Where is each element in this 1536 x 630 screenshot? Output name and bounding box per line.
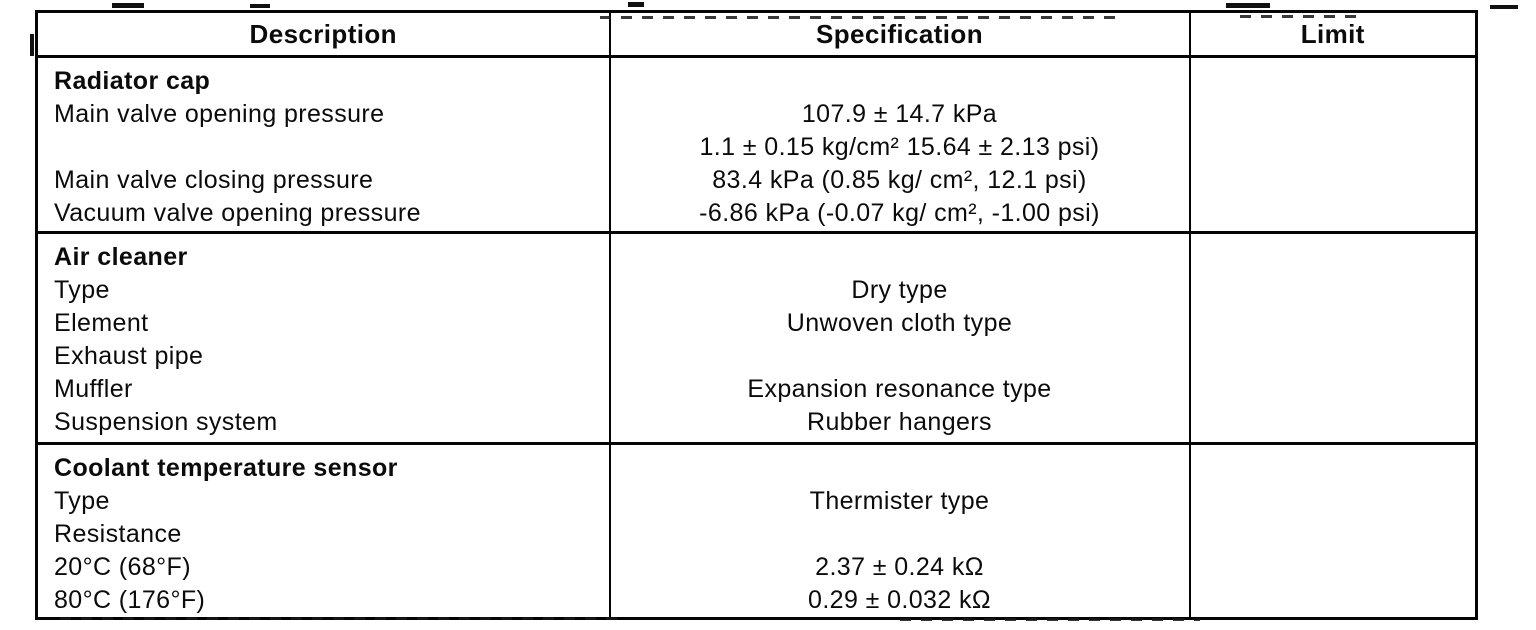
description-line: Suspension system [54,408,278,436]
specification-value [611,340,1189,373]
column-header-limit: Limit [1190,12,1477,57]
specification-value [611,65,1189,98]
specification-value: Rubber hangers [807,408,992,436]
description-line: Exhaust pipe [54,342,204,370]
specification-table [35,10,1478,620]
scan-artifact [600,16,1120,19]
limit-value [1191,241,1476,274]
specification-value: 107.9 ± 14.7 kPa [801,100,998,128]
description-line: Resistance [54,520,182,548]
section-row-air-cleaner [37,233,1477,444]
air-cleaner-description-cell [37,233,610,444]
air-cleaner-limit-cell [1190,233,1477,444]
coolant-temperature-sensor-description-cell [37,444,610,619]
limit-value [1191,98,1476,131]
limit-value [1191,584,1476,617]
description-line: Main valve opening pressure [54,100,385,128]
scan-artifact [900,618,1200,621]
scan-artifact [628,2,644,7]
description-line: Muffler [54,375,133,403]
limit-value [1191,164,1476,197]
limit-value [1191,551,1476,584]
description-line: Main valve closing pressure [54,166,374,194]
limit-value [1191,485,1476,518]
specification-value [611,452,1189,485]
limit-value [1191,373,1476,406]
scan-artifact [112,3,144,8]
description-line: Air cleaner [54,243,188,271]
specification-value: 0.29 ± 0.032 kΩ [808,586,991,614]
coolant-temperature-sensor-specification-cell [610,444,1190,619]
specification-value: Expansion resonance type [747,375,1052,403]
scan-artifact [1490,5,1518,9]
coolant-temperature-sensor-limit-cell [1190,444,1477,619]
description-line: Vacuum valve opening pressure [54,199,421,227]
description-line: Type [54,276,110,304]
limit-value [1191,452,1476,485]
section-row-coolant-temperature-sensor [37,444,1477,619]
column-header-specification: Specification [610,12,1190,57]
description-line: Element [54,309,149,337]
description-line: 80°C (176°F) [54,586,206,614]
limit-value [1191,518,1476,551]
radiator-cap-specification-cell [610,57,1190,233]
specification-value: Unwoven cloth type [786,309,1013,337]
scan-artifact [250,4,270,8]
limit-value [1191,197,1476,230]
scan-artifact [30,34,34,56]
scan-artifact [1226,3,1270,8]
specification-value: -6.86 kPa (-0.07 kg/ cm², -1.00 psi) [699,199,1100,227]
description-line: 20°C (68°F) [54,553,191,581]
limit-value [1191,406,1476,439]
description-line [38,131,609,164]
radiator-cap-description-cell [37,57,610,233]
limit-value [1191,131,1476,164]
limit-value [1191,340,1476,373]
description-line: Coolant temperature sensor [54,454,398,482]
column-header-description: Description [37,12,610,57]
radiator-cap-limit-cell [1190,57,1477,233]
specification-value: 1.1 ± 0.15 kg/cm² 15.64 ± 2.13 psi) [699,133,1100,161]
specification-value: Dry type [851,276,948,304]
description-line: Type [54,487,110,515]
limit-value [1191,307,1476,340]
specification-value: 83.4 kPa (0.85 kg/ cm², 12.1 psi) [712,166,1087,194]
air-cleaner-specification-cell [610,233,1190,444]
section-row-radiator-cap [37,57,1477,233]
limit-value [1191,65,1476,98]
specification-value: 2.37 ± 0.24 kΩ [815,553,984,581]
specification-value [611,241,1189,274]
specification-value [611,518,1189,551]
scan-artifact [1240,15,1360,18]
scan-artifact [60,617,620,620]
specification-value: Thermister type [809,487,990,515]
limit-value [1191,274,1476,307]
description-line: Radiator cap [54,67,211,95]
